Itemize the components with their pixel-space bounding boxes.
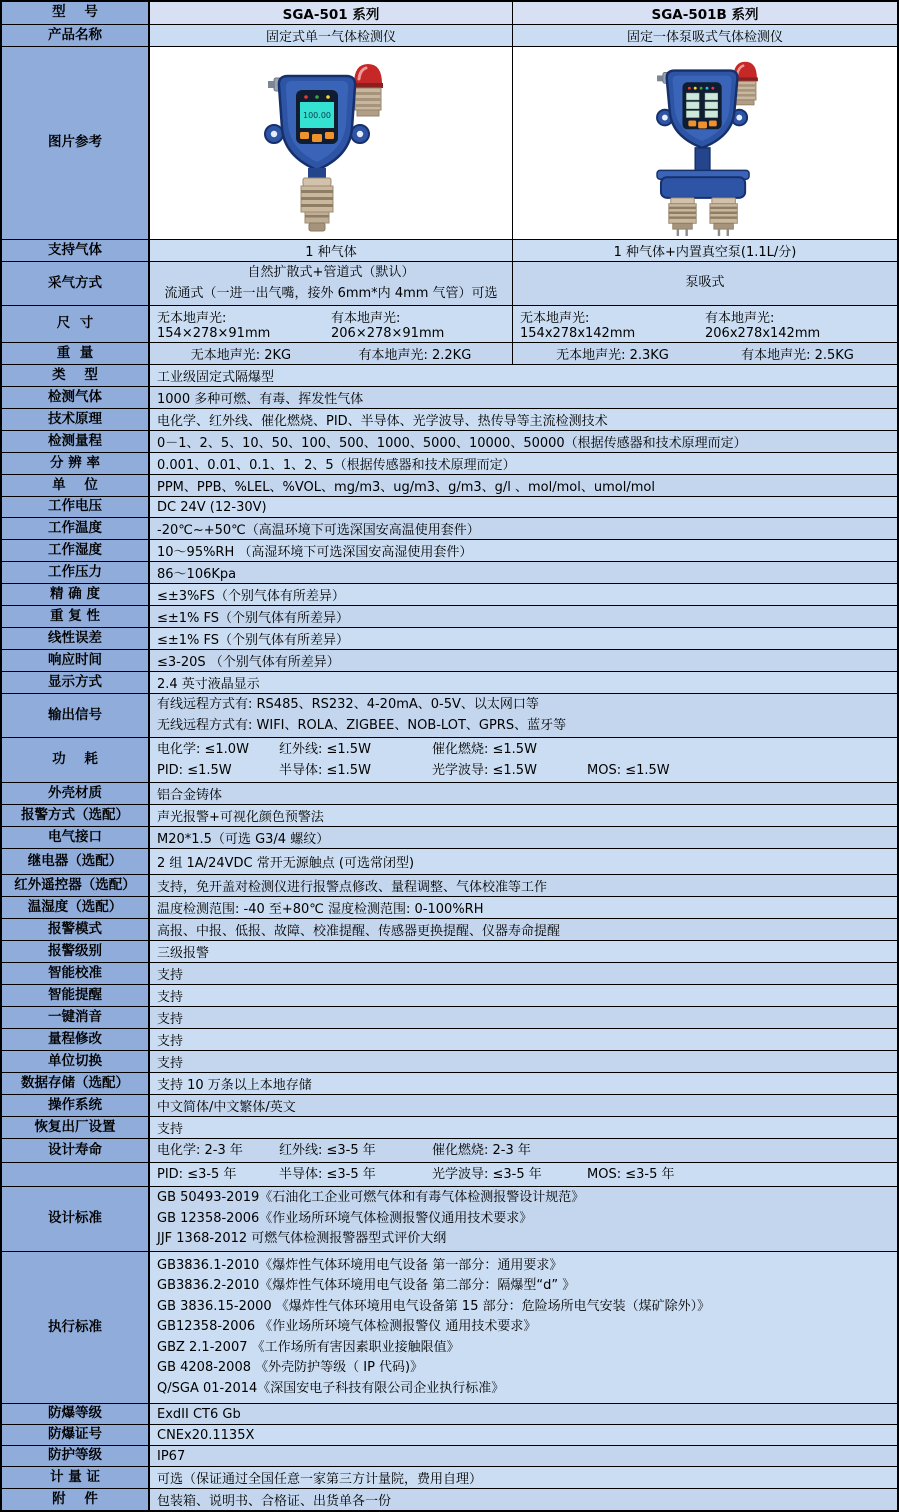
row-values-relay: [150, 849, 897, 874]
row-working-humidity: [2, 540, 897, 562]
row-values-alarm-modes: [150, 919, 897, 940]
cell-operating-system: 中文简体/中文繁体/英文: [157, 1100, 296, 1115]
cell-weight-sga501b: [513, 343, 897, 364]
row-values-factory-reset: [150, 1117, 897, 1138]
row-label-protection-grade: 防护等级: [2, 1446, 150, 1466]
cell-explosion-proof-cert: CNEx20.1135X: [157, 1427, 255, 1443]
value-text: 有本地声光: 2.2KG: [358, 348, 472, 363]
cell-electrical-interface: M20*1.5（可选 G3/4 螺纹）: [157, 832, 330, 847]
row-values-model: [150, 2, 897, 24]
cell-alarm-modes: 高报、中报、低报、故障、校准提醒、传感器更换提醒、仪器寿命提醒: [157, 924, 561, 939]
row-values-design-standards: [150, 1187, 897, 1251]
cell-supported-gases-sga501: 1 种气体: [150, 240, 513, 261]
row-model: [2, 2, 897, 25]
row-values-accessories: [150, 1489, 897, 1510]
cell-power-consumption: [150, 738, 897, 782]
row-product-name: [2, 25, 897, 47]
cell-relay: 2 组 1A/24VDC 常开无源触点 (可选常闭型): [157, 856, 415, 871]
row-temp-humidity-option: [2, 897, 897, 919]
value-line: 泵吸式: [685, 275, 725, 291]
row-design-standards: [2, 1187, 897, 1252]
row-values-working-temperature: [150, 518, 897, 539]
row-label-smart-reminder: 智能提醒: [2, 985, 150, 1006]
row-values-output-signal: [150, 694, 897, 737]
image-cell-sga501: [150, 47, 513, 239]
row-label-response-time: 响应时间: [2, 650, 150, 671]
row-measuring-range: [2, 431, 897, 453]
row-data-storage: [2, 1073, 897, 1095]
cell-dimensions-sga501b: [513, 306, 897, 342]
row-label-sampling-method: 采气方式: [2, 262, 150, 305]
value-text: PID: ≤1.5W: [157, 763, 232, 778]
cell-explosion-proof-grade: ExdII CT6 Gb: [157, 1406, 241, 1422]
row-label-range-modification: 量程修改: [2, 1029, 150, 1050]
cell-alarm-method: 声光报警+可视化颜色预警法: [157, 810, 324, 825]
value-line: 有线远程方式有: RS485、RS232、4-20mA、0-5V、以太网口等: [157, 697, 539, 712]
row-label-working-pressure: 工作压力: [2, 562, 150, 583]
row-values-detected-gases: [150, 387, 897, 408]
row-working-temperature: [2, 518, 897, 540]
row-dimensions: [2, 306, 897, 343]
cell-ir-remote: 支持，免开盖对检测仪进行报警点修改、量程调整、气体校准等工作: [157, 880, 548, 895]
status-led-yellow: [326, 95, 330, 99]
row-label-display-mode: 显示方式: [2, 672, 150, 693]
button-left: [300, 132, 309, 139]
button-ok: [698, 121, 707, 128]
row-smart-calibration: [2, 963, 897, 985]
row-values-housing-material: [150, 783, 897, 804]
row-values-technology: [150, 409, 897, 430]
button-left: [688, 120, 696, 126]
cell-display-mode: 2.4 英寸液晶显示: [157, 677, 260, 692]
row-values-sampling-method: [150, 262, 897, 305]
row-detected-gases: [2, 387, 897, 409]
row-values-data-storage: [150, 1073, 897, 1094]
row-linearity-error: [2, 628, 897, 650]
row-label-linearity-error: 线性误差: [2, 628, 150, 649]
cell-units: PPM、PPB、%LEL、%VOL、mg/m3、ug/m3、g/m3、g/l 、mol/mol、umol/mol: [157, 480, 655, 495]
cell-smart-reminder: 支持: [157, 990, 184, 1005]
value-line: 无线远程方式有: WIFI、ROLA、ZIGBEE、NOB-LOT、GPRS、蓝牙等: [157, 717, 567, 733]
row-values-product-name: [150, 25, 897, 46]
cell-sampling-method-sga501b: [513, 262, 897, 305]
status-led-green: [315, 95, 319, 99]
row-values-smart-calibration: [150, 963, 897, 984]
row-values-operating-system: [150, 1095, 897, 1116]
svg-text:100.00: 100.00: [303, 111, 331, 120]
row-label-design-standards: 设计标准: [2, 1187, 150, 1251]
value-line: [157, 1164, 890, 1185]
pump-stem: [695, 148, 710, 173]
row-housing-material: [2, 783, 897, 805]
row-protection-grade: [2, 1446, 897, 1467]
gas-sensor-cylinder: [301, 168, 333, 231]
row-resolution: [2, 453, 897, 475]
row-values-unit-switching: [150, 1051, 897, 1072]
row-values-metrology-cert: [150, 1467, 897, 1488]
row-label-design-life-2: [2, 1163, 150, 1186]
row-one-key-mute: [2, 1007, 897, 1029]
value-text: 无本地声光: 2KG: [190, 348, 292, 363]
row-label-power-consumption: 功 耗: [2, 738, 150, 782]
row-label-measuring-range: 检测量程: [2, 431, 150, 452]
row-label-detected-gases: 检测气体: [2, 387, 150, 408]
lcd-screen: [682, 82, 721, 129]
value-text: 无本地声光: 2.3KG: [556, 348, 669, 363]
row-label-weight: 重 量: [2, 343, 150, 364]
cell-supported-gases-sga501b: 1 种气体+内置真空泵(1.1L/分): [613, 245, 797, 260]
cell-detected-gases: 1000 多种可燃、有毒、挥发性气体: [157, 392, 364, 407]
value-line: GB 4208-2008 《外壳防护等级（ IP 代码)》: [157, 1360, 424, 1376]
status-led: [705, 87, 708, 90]
row-response-time: [2, 650, 897, 672]
value-text: 电化学: ≤1.0W: [157, 742, 249, 757]
value-line: 流通式（一进一出气嘴，接外 6mm*内 4mm 气管）可选: [164, 285, 498, 301]
value-line: GB 50493-2019《石油化工企业可燃气体和有毒气体检测报警设计规范》: [157, 1190, 585, 1206]
gas-sensor-cylinder-left: [668, 198, 695, 236]
row-label-technology: 技术原理: [2, 409, 150, 430]
row-values-explosion-proof-grade: [150, 1404, 897, 1424]
cable-gland-tip: [657, 75, 663, 81]
row-display-mode: [2, 672, 897, 694]
cell-range-modification: 支持: [157, 1034, 184, 1049]
row-values-alarm-levels: [150, 941, 897, 962]
row-values-ir-remote: [150, 875, 897, 896]
value-text: 红外线: ≤3-5 年: [279, 1143, 376, 1158]
row-values-execution-standards: [150, 1252, 897, 1403]
row-values-resolution: [150, 453, 897, 474]
value-line: JJF 1368-2012 可燃气体检测报警器型式评价大纲: [157, 1231, 447, 1247]
cell-linearity-error: ≤±1% FS（个别气体有所差异）: [157, 633, 350, 648]
row-values-accuracy: [150, 584, 897, 605]
row-values-dimensions: [150, 306, 897, 342]
row-label-accuracy: 精 确 度: [2, 584, 150, 605]
row-values-electrical-interface: [150, 827, 897, 848]
value-text: 半导体: ≤3-5 年: [279, 1167, 376, 1182]
row-label-units: 单 位: [2, 475, 150, 496]
row-label-working-humidity: 工作湿度: [2, 540, 150, 561]
value-line: GBZ 2.1-2007 《工作场所有害因素职业接触限值》: [157, 1339, 460, 1355]
row-label-product-images: 图片参考: [2, 47, 150, 239]
value-text: 电化学: 2-3 年: [157, 1143, 243, 1158]
row-product-images: [2, 47, 897, 240]
cell-housing-material: 铝合金铸体: [157, 788, 223, 803]
row-smart-reminder: [2, 985, 897, 1007]
cell-alarm-levels: 三级报警: [157, 946, 210, 961]
row-values-working-voltage: [150, 497, 897, 517]
button-right: [325, 132, 334, 139]
row-label-output-signal: 输出信号: [2, 694, 150, 737]
row-values-supported-gases: [150, 240, 897, 261]
value-line: Q/SGA 01-2014《深国安电子科技有限公司企业执行标准》: [157, 1380, 505, 1396]
row-values-working-pressure: [150, 562, 897, 583]
row-values-temp-humidity-option: [150, 897, 897, 918]
status-led: [699, 87, 702, 90]
button-ok: [312, 134, 322, 142]
row-label-working-voltage: 工作电压: [2, 497, 150, 517]
cell-design-life-1: [150, 1139, 897, 1162]
value-line: GB3836.1-2010《爆炸性气体环境用电气设备 第一部分：通用要求》: [157, 1257, 563, 1273]
row-label-alarm-modes: 报警模式: [2, 919, 150, 940]
value-text: 红外线: ≤1.5W: [279, 742, 371, 757]
row-alarm-levels: [2, 941, 897, 963]
cell-weight-sga501: [150, 343, 513, 364]
cell-product-name-sga501b: 固定一体泵吸式气体检测仪: [626, 30, 783, 45]
row-values-design-life-2: [150, 1163, 897, 1186]
row-weight: [2, 343, 897, 365]
row-values-weight: [150, 343, 897, 364]
row-values-linearity-error: [150, 628, 897, 649]
cell-metrology-cert: 可选（保证通过全国任意一家第三方计量院，费用自理）: [157, 1472, 483, 1487]
row-values-measuring-range: [150, 431, 897, 452]
product-image-sga501: [256, 50, 406, 236]
row-label-accessories: 附 件: [2, 1489, 150, 1510]
row-accessories: [2, 1489, 897, 1510]
row-label-dimensions: 尺 寸: [2, 306, 150, 342]
cell-design-life-2: [150, 1163, 897, 1186]
row-label-explosion-proof-grade: 防爆等级: [2, 1404, 150, 1424]
cell-sampling-method-sga501: [150, 262, 513, 305]
pump-base: [657, 170, 749, 197]
value-line: GB12358-2006 《作业场所环境气体检测报警仪 通用技术要求》: [157, 1319, 537, 1335]
value-text: 光学波导: ≤3-5 年: [432, 1167, 542, 1182]
row-values-response-time: [150, 650, 897, 671]
cell-one-key-mute: 支持: [157, 1012, 184, 1027]
row-unit-switching: [2, 1051, 897, 1073]
row-explosion-proof-grade: [2, 1404, 897, 1425]
value-text: 有本地声光: 206×278×91mm: [331, 311, 445, 341]
value-text: 催化燃烧: 2-3 年: [432, 1143, 531, 1158]
row-range-modification: [2, 1029, 897, 1051]
cell-temp-humidity-option: 温度检测范围: -40 至+80℃ 湿度检测范围: 0-100%RH: [157, 902, 484, 917]
row-supported-gases: [2, 240, 897, 262]
status-led: [687, 87, 690, 90]
row-values-range-modification: [150, 1029, 897, 1050]
row-alarm-method: [2, 805, 897, 827]
cell-working-temperature: -20℃~+50℃（高温环境下可选深国安高温使用套件）: [157, 523, 480, 538]
row-values-design-life-1: [150, 1139, 897, 1162]
product-image-sga501b: [618, 49, 793, 237]
row-label-one-key-mute: 一键消音: [2, 1007, 150, 1028]
cell-type: 工业级固定式隔爆型: [157, 370, 275, 385]
value-text: 无本地声光: 154×278×91mm: [157, 311, 271, 341]
cell-design-standards: [150, 1187, 897, 1251]
cell-measuring-range: 0－1、2、5、10、50、100、500、1000、5000、10000、50000（根据传感器和技术原理而定）: [157, 436, 747, 451]
row-label-type: 类 型: [2, 365, 150, 386]
row-values-alarm-method: [150, 805, 897, 826]
row-label-operating-system: 操作系统: [2, 1095, 150, 1116]
value-text: 有本地声光: 2.5KG: [741, 348, 854, 363]
value-text: 无本地声光: 154x278x142mm: [520, 311, 636, 341]
cell-product-name-sga501: 固定式单一气体检测仪: [150, 25, 513, 46]
row-label-alarm-levels: 报警级别: [2, 941, 150, 962]
row-values-product-images: [150, 47, 897, 239]
row-label-repeatability: 重 复 性: [2, 606, 150, 627]
row-values-protection-grade: [150, 1446, 897, 1466]
row-metrology-cert: [2, 1467, 897, 1489]
status-led: [693, 87, 696, 90]
cell-working-pressure: 86～106Kpa: [157, 567, 237, 582]
row-working-voltage: [2, 497, 897, 518]
row-label-alarm-method: 报警方式（选配）: [2, 805, 150, 826]
row-label-temp-humidity-option: 温湿度（选配）: [2, 897, 150, 918]
row-ir-remote: [2, 875, 897, 897]
cell-working-humidity: 10～95%RH （高湿环境下可选深国安高湿使用套件）: [157, 545, 473, 560]
row-working-pressure: [2, 562, 897, 584]
row-label-metrology-cert: 计 量 证: [2, 1467, 150, 1488]
cell-unit-switching: 支持: [157, 1056, 184, 1071]
cell-resolution: 0.001、0.01、0.1、1、2、5（根据传感器和技术原理而定）: [157, 458, 516, 473]
row-values-type: [150, 365, 897, 386]
value-line: GB 12358-2006《作业场所环境气体检测报警仪通用技术要求》: [157, 1210, 533, 1226]
value-text: 光学波导: ≤1.5W: [432, 763, 537, 778]
cell-model-sga501b: SGA-501B 系列: [651, 7, 759, 23]
value-text: MOS: ≤1.5W: [587, 763, 670, 778]
cell-factory-reset: 支持: [157, 1122, 184, 1137]
row-label-smart-calibration: 智能校准: [2, 963, 150, 984]
row-design-life-2: [2, 1163, 897, 1187]
row-label-supported-gases: 支持气体: [2, 240, 150, 261]
value-line: [157, 760, 890, 781]
row-repeatability: [2, 606, 897, 628]
row-label-housing-material: 外壳材质: [2, 783, 150, 804]
row-relay: [2, 849, 897, 875]
row-values-one-key-mute: [150, 1007, 897, 1028]
cell-execution-standards: [150, 1252, 897, 1403]
cable-gland-tip: [268, 81, 275, 88]
value-line: GB3836.2-2010《爆炸性气体环境用电气设备 第二部分：隔爆型“d” 》: [157, 1278, 576, 1294]
value-text: 半导体: ≤1.5W: [279, 763, 371, 778]
value-line: [157, 1140, 890, 1161]
button-right: [708, 120, 716, 126]
value-line: GB 3836.15-2000 《爆炸性气体环境用电气设备第 15 部分：危险场所电气安装（煤矿除外）》: [157, 1298, 711, 1314]
cell-accuracy: ≤±3%FS（个别气体有所差异）: [157, 589, 345, 604]
row-technology: [2, 409, 897, 431]
gas-sensor-cylinder-right: [709, 198, 736, 236]
value-line: [157, 739, 890, 760]
cell-model-sga501: SGA-501 系列: [150, 2, 513, 24]
row-alarm-modes: [2, 919, 897, 941]
status-led-red: [304, 95, 308, 99]
cell-smart-calibration: 支持: [157, 968, 184, 983]
row-accuracy: [2, 584, 897, 606]
row-label-resolution: 分 辨 率: [2, 453, 150, 474]
row-label-working-temperature: 工作温度: [2, 518, 150, 539]
row-values-explosion-proof-cert: [150, 1425, 897, 1445]
row-explosion-proof-cert: [2, 1425, 897, 1446]
row-label-relay: 继电器（选配）: [2, 849, 150, 874]
row-label-execution-standards: 执行标准: [2, 1252, 150, 1403]
cell-working-voltage: DC 24V (12-30V): [157, 499, 267, 515]
row-values-smart-reminder: [150, 985, 897, 1006]
lcd-screen: [296, 90, 338, 144]
row-label-data-storage: 数据存储（选配）: [2, 1073, 150, 1094]
row-operating-system: [2, 1095, 897, 1117]
row-factory-reset: [2, 1117, 897, 1139]
row-label-model: 型 号: [2, 2, 150, 24]
row-execution-standards: [2, 1252, 897, 1404]
alarm-beacon-icon: [353, 64, 383, 116]
row-output-signal: [2, 694, 897, 738]
row-design-life-1: [2, 1139, 897, 1163]
value-line: 自然扩散式+管道式（默认）: [247, 265, 415, 280]
row-values-repeatability: [150, 606, 897, 627]
cell-technology: 电化学、红外线、催化燃烧、PID、半导体、光学波导、热传导等主流检测技术: [157, 414, 608, 429]
row-label-unit-switching: 单位切换: [2, 1051, 150, 1072]
row-values-units: [150, 475, 897, 496]
value-text: PID: ≤3-5 年: [157, 1167, 237, 1182]
cell-accessories: 包装箱、说明书、合格证、出货单各一份: [157, 1494, 392, 1509]
row-label-factory-reset: 恢复出厂设置: [2, 1117, 150, 1138]
cell-protection-grade: IP67: [157, 1448, 186, 1464]
value-text: 催化燃烧: ≤1.5W: [432, 742, 537, 757]
cell-output-signal: [150, 694, 897, 737]
row-sampling-method: [2, 262, 897, 306]
value-text: 有本地声光: 206x278x142mm: [705, 311, 821, 341]
row-label-product-name: 产品名称: [2, 25, 150, 46]
row-electrical-interface: [2, 827, 897, 849]
row-label-design-life-1: 设计寿命: [2, 1139, 150, 1162]
row-label-electrical-interface: 电气接口: [2, 827, 150, 848]
image-cell-sga501b: [513, 47, 897, 239]
value-text: MOS: ≤3-5 年: [587, 1167, 675, 1182]
cell-dimensions-sga501: [150, 306, 513, 342]
row-label-explosion-proof-cert: 防爆证号: [2, 1425, 150, 1445]
row-power-consumption: [2, 738, 897, 783]
row-values-working-humidity: [150, 540, 897, 561]
row-type: [2, 365, 897, 387]
cell-data-storage: 支持 10 万条以上本地存储: [157, 1078, 312, 1093]
row-values-display-mode: [150, 672, 897, 693]
cell-response-time: ≤3-20S （个别气体有所差异）: [157, 655, 340, 670]
row-units: [2, 475, 897, 497]
cell-repeatability: ≤±1% FS（个别气体有所差异）: [157, 611, 350, 626]
row-label-ir-remote: 红外遥控器（选配）: [2, 875, 150, 896]
row-values-power-consumption: [150, 738, 897, 782]
status-led: [711, 87, 714, 90]
